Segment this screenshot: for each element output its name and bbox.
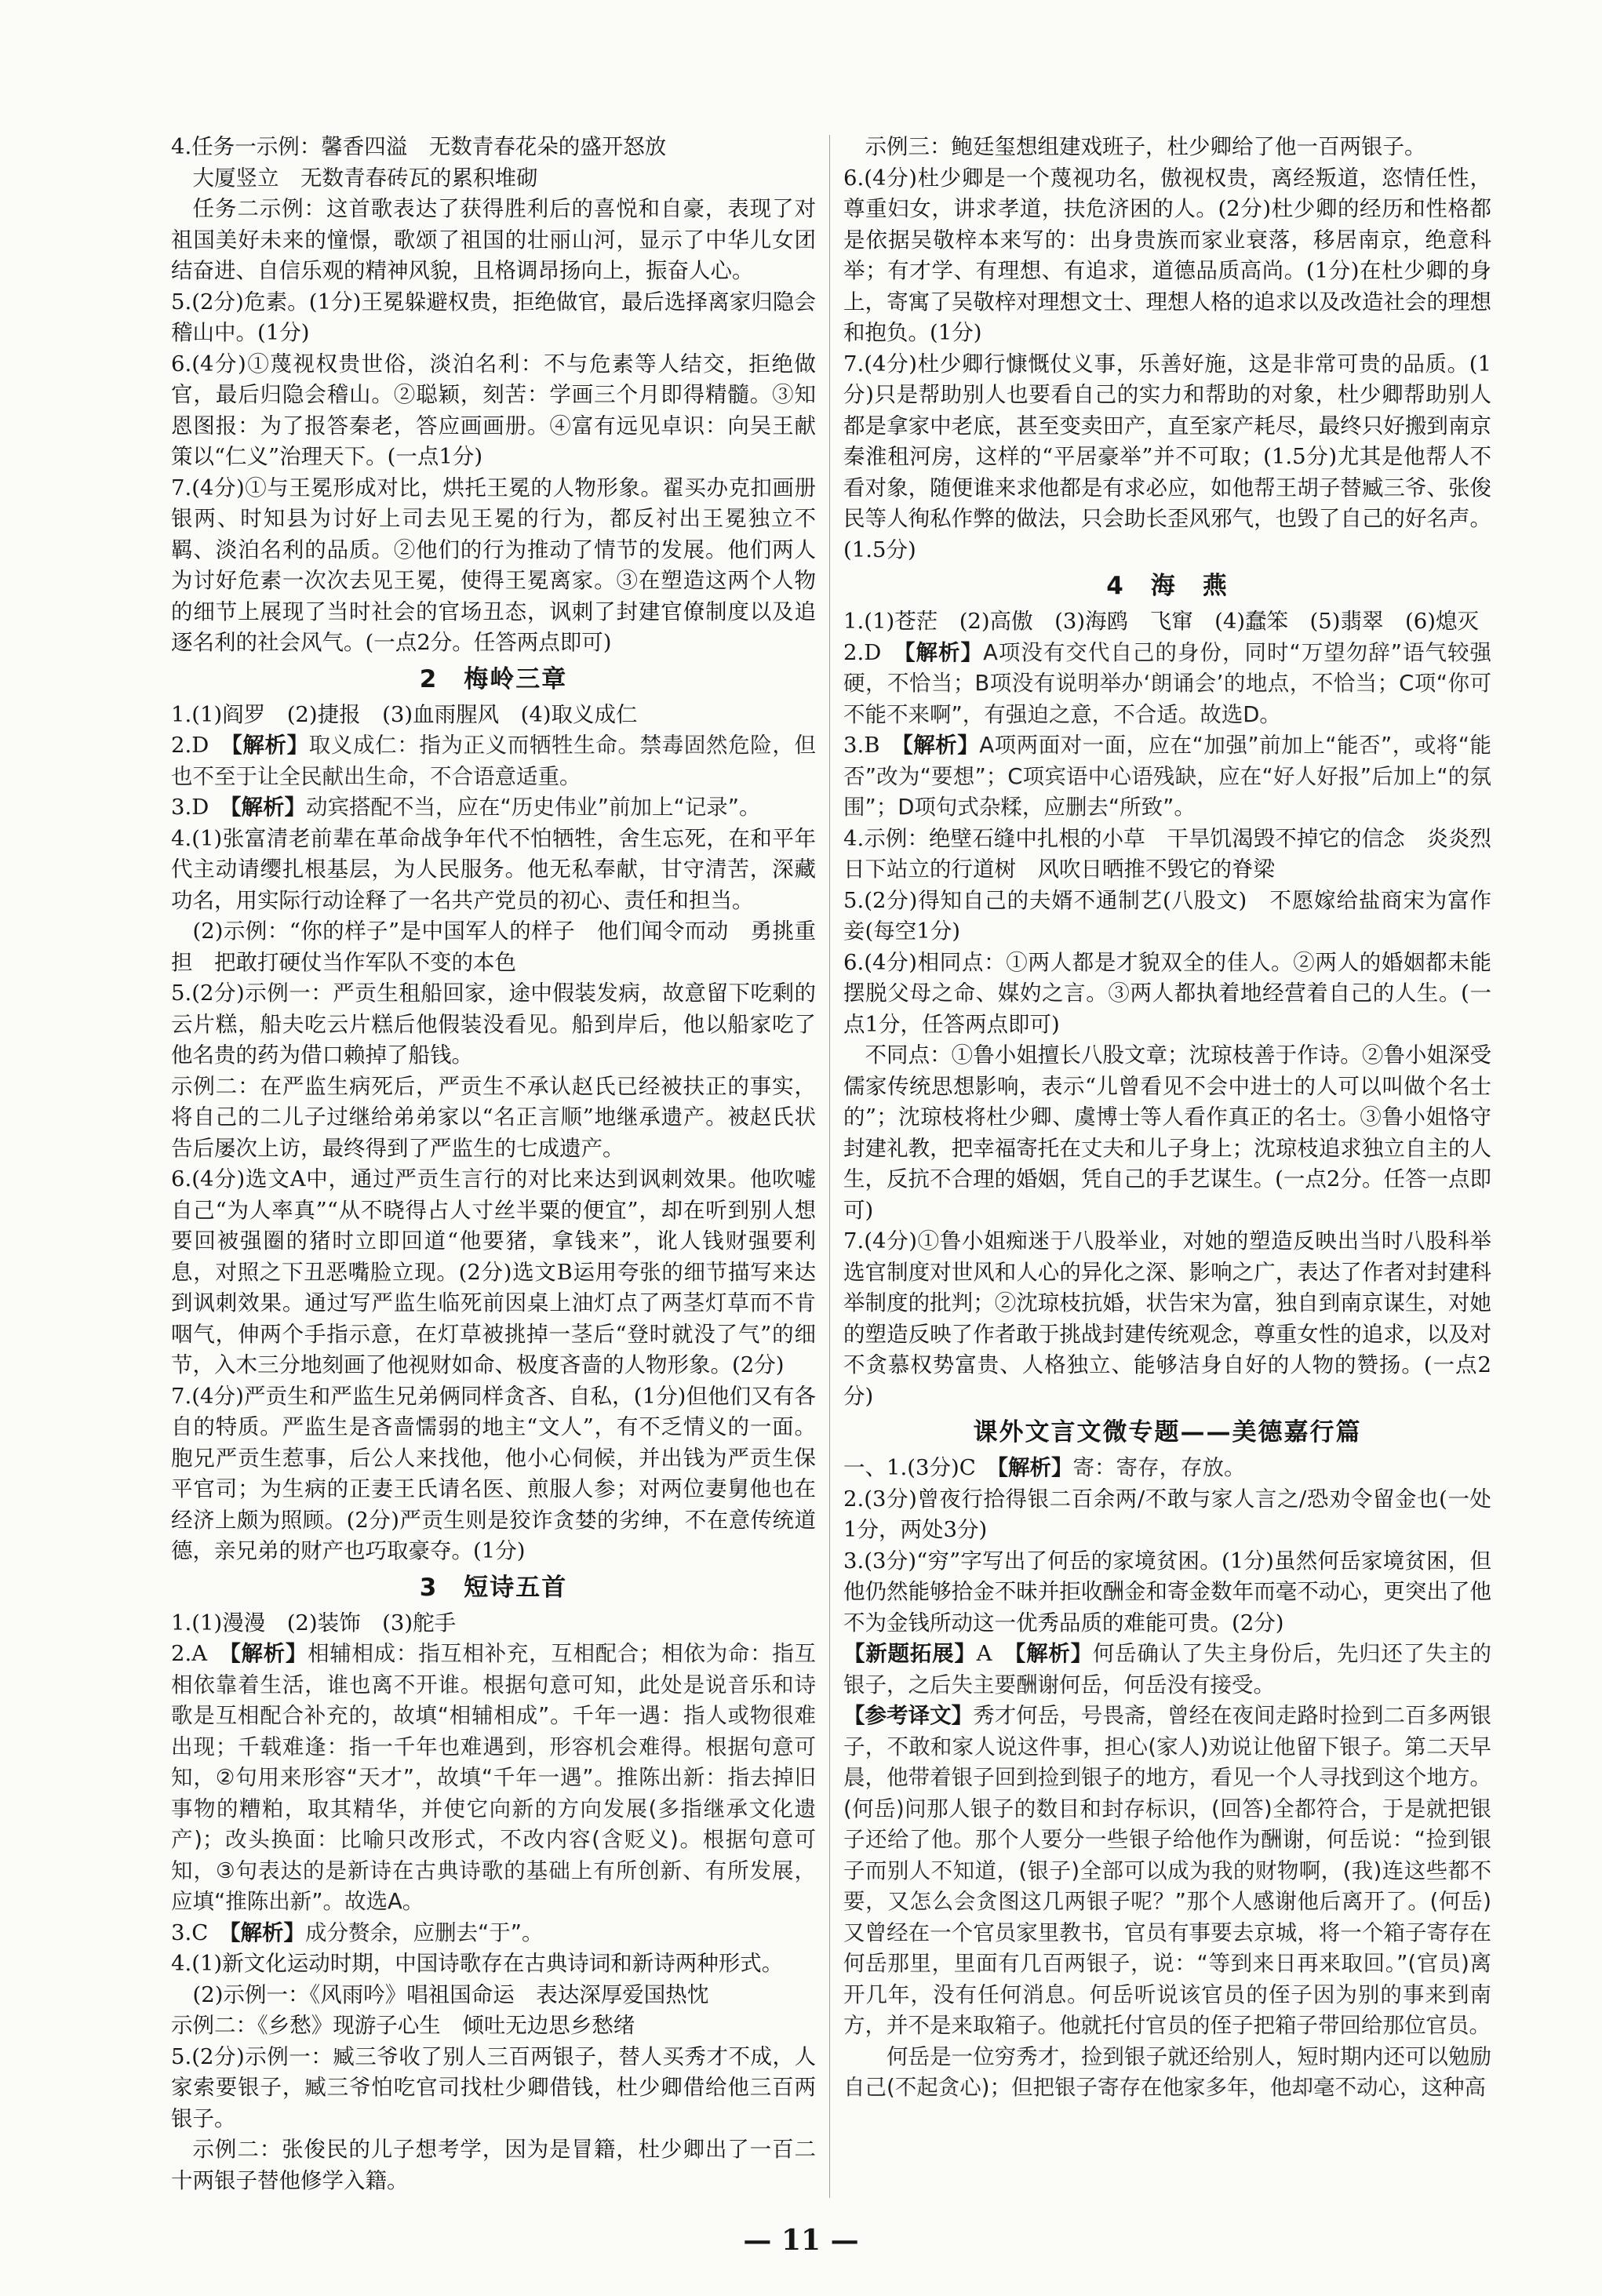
answer-text: 2.A [171,1641,231,1666]
analysis-tag: 【解析】 [231,733,309,758]
analysis-text: 何岳确认了失主身份后，先归还了失主的银子，之后失主要酬谢何岳，何岳没有接受。 [843,1641,1491,1697]
answer-text: 一、1.(3分)C [843,1455,998,1480]
answer-text: 5.(2分)得知自己的夫婿不通制艺(八股文) 不愿嫁给盐商宋为富作妾(每空1分) [843,887,1491,944]
answer-text: 3.C [171,1919,230,1945]
answer-text: 6.(4分)杜少卿是一个蔑视功名，傲视权贵，离经叛道，恣情任性，尊重妇女，讲求孝道，扶危济困的人。(2分)杜少卿的经历和性格都是依据吴敬梓本来写的：出身贵族而家业衰落，移居南京，绝意科举；有才学、有理想、有追求，道德品质高尚。(1分)在杜少卿的身上，寄寓了吴敬梓对理想文士、理想人格的追求以及改造社会的理想和抱负。(1分) [843,165,1491,345]
answer-text: 1.(1)苍茫 (2)高傲 (3)海鸥 飞窜 (4)蠢笨 (5)翡翠 (6)熄灭 [843,609,1479,634]
answer-continuation [171,1072,816,1165]
answer-item [843,948,1491,1041]
answer-text: 不同点：①鲁小姐擅长八股文章；沈琼枝善于作诗。②鲁小姐深受儒家传统思想影响，表示“儿曾看见不会中进士的人可以叫做个名士的”；沈琼枝将杜少卿、虞博士等人看作真正的名士。③鲁小姐恪守封建礼教，把幸福寄托在丈夫和儿子身上；沈琼枝追求独立自主的人生，反抗不合理的婚姻，凭自己的手艺谋生。(一点2分。任答一点即可) [843,1042,1491,1223]
answer-subparagraph [843,132,1491,163]
analysis-text: 成分赘余，应删去“于”。 [305,1919,544,1945]
analysis-text: 秀才何岳，号畏斋，曾经在夜间走路时捡到二百多两银子，不敢和家人说这件事，担心(家人)劝说让他留下银子。第二天早晨，他带着银子回到捡到银子的地方，看见一个人寻找到这个地方。(何岳)问那人银子的数目和封存标识，(回答)全都符合，于是就把银子还给了他。那个人要分一些银子给他作为酬谢，何岳说：“捡到银子而别人不知道，(银子)全部可以成为我的财物啊，(我)连这些都不要，又怎么会贪图这几两银子呢？”那个人感谢他后离开了。(何岳)又曾经在一个官员家里教书，官员有事要去京城，将一个箱子寄存在何岳那里，里面有几百两银子，说：“等到来日再来取回。”(官员)离开几年，没有任何消息。何岳听说该官员的侄子因为别的事来到南方，并不是来取箱子。他就托付官员的侄子把箱子带回给那位官员。 [843,1703,1491,2038]
answer-item [171,1164,816,1381]
answer-item [171,349,816,473]
answer-text: 示例二：《乡愁》现游子心生 倾吐无边思乡愁绪 [171,2013,635,2038]
right-column [843,132,1491,2203]
section-heading: 4 海 燕 [1106,572,1229,600]
answer-text: A [976,1641,1015,1666]
answer-text: 7.(4分)杜少卿行慷慨仗义事，乐善好施，这是非常可贵的品质。(1分)只是帮助别人也要看自己的实力和帮助的对象，杜少卿帮助别人都是拿家中老底，甚至变卖田产，直至家产耗尽，最终只好搬到南京秦淮租河房，这样的“平居豪举”并不可取；(1.5分)尤其是他帮人不看对象，随便谁来求他都是有求必应，如他帮王胡子替臧三爷、张俊民等人徇私作弊的做法，只会助长歪风邪气，也毁了自己的好名声。(1.5分) [843,351,1491,562]
answer-item [843,1226,1491,1412]
answer-text: 1.(1)漫漫 (2)装饰 (3)舵手 [171,1610,457,1636]
answer-text: 3.(3分)“穷”字写出了何岳的家境贫困。(1分)虽然何岳家境贫困，但他仍然能够拾金不昧并拒收酬金和寄金数年而毫不动心，更突出了他不为金钱所动这一优秀品质的难能可贵。(2分) [843,1548,1491,1636]
answer-item [843,886,1491,948]
answer-subparagraph [843,1040,1491,1226]
translation-paragraph [843,2042,1491,2104]
answer-continuation [171,2010,816,2042]
answer-item [843,1639,1491,1701]
analysis-text: 动宾搭配不当，应在“历史伟业”前加上“记录”。 [306,795,761,820]
section-heading: 3 短诗五首 [419,1573,568,1602]
answer-item [843,730,1491,824]
answer-text: (2)示例一：《风雨吟》唱祖国命运 表达深厚爱国热忱 [192,1981,709,2007]
answer-item [171,1918,816,1949]
answer-text: 1.(1)阎罗 (2)捷报 (3)血雨腥风 (4)取义成仁 [171,701,638,727]
analysis-tag: 【新题拓展】 [843,1641,977,1666]
answer-item [843,824,1491,886]
answer-item [843,1453,1491,1484]
answer-item [171,792,816,824]
analysis-tag: 【解析】 [904,639,984,665]
section-heading: 课外文言文微专题——美德嘉行篇 [973,1418,1362,1446]
answer-item [843,1701,1491,2042]
answer-item [843,1484,1491,1546]
answer-subparagraph [171,2134,816,2196]
answer-item [843,163,1491,349]
answer-text: (2)示例：“你的样子”是中国军人的样子 他们闻令而动 勇挑重担 把敢打硬仗当作军队不变的本色 [171,919,816,975]
answer-text: 大厦竖立 无数青春砖瓦的累积堆砌 [192,165,538,191]
answer-item [843,638,1491,731]
answer-item [171,287,816,349]
answer-text: 7.(4分)①与王冕形成对比，烘托王冕的人物形象。翟买办克扣画册银两、时知县为讨好上司去见王冕的行为，都反衬出王冕独立不羁、淡泊名利的品质。②他们的行为推动了情节的发展。他们两人为讨好危素一次次去见王冕，使得王冕离家。③在塑造这两个人物的细节上展现了当时社会的官场丑态，讽刺了封建官僚制度以及追逐名利的社会风气。(一点2分。任答两点即可) [171,475,816,655]
answer-text: 6.(4分)选文A中，通过严贡生言行的对比来达到讽刺效果。他吹嘘自己“为人率真”“从不晓得占人寸丝半粟的便宜”，却在听到别人想要回被强圈的猪时立即回道“他要猪，拿钱来”，讹人钱财强要利息，对照之下丑恶嘴脸立现。(2分)选文B运用夸张的细节描写来达到讽刺效果。通过写严监生临死前因桌上油灯点了两茎灯草而不肯咽气，伸两个手指示意，在灯草被挑掉一茎后“登时就没了气”的细节，入木三分地刻画了他视财如命、极度吝啬的人物形象。(2分) [171,1166,816,1377]
analysis-tag: 【解析】 [1014,1641,1093,1666]
answer-item [171,700,816,731]
answer-item [843,349,1491,566]
answer-text: 3.D [171,795,231,820]
answer-text: 示例二：张俊民的儿子想考学，因为是冒籍，杜少卿出了一百二十两银子替他修学入籍。 [171,2137,816,2193]
answer-text: 2.D [171,733,232,758]
section-heading: 2 梅岭三章 [419,664,568,693]
column-divider [829,135,830,2198]
answer-item [171,1639,816,1918]
analysis-tag: 【解析】 [901,733,980,758]
answer-text: 4.任务一示例：馨香四溢 无数青春花朵的盛开怒放 [171,134,667,159]
answer-item [171,1381,816,1567]
answer-subparagraph [171,194,816,287]
analysis-text: 取义成仁：指为正义而牺牲生命。禁毒固然危险，但也不至于让全民献出生命，不合语意适重。 [171,733,816,789]
answer-item [171,473,816,659]
left-column [171,132,816,2203]
analysis-tag: 【解析】 [997,1455,1073,1480]
analysis-text: 相辅相成：指互相补充，互相配合；相依为命：指互相依靠着生活，谁也离不开谁。根据句意可知，此处是说音乐和诗歌是互相配合补充的，故填“相辅相成”。千年一遇：指人或物很难出现；千载难逢：指一千年也难遇到，形容机会难得。根据句意可知，②句用来形容“天才”，故填“千年一遇”。推陈出新：指去掉旧事物的糟粕，取其精华，并使它向新的方向发展(多指继承文化遗产)；改头换面：比喻只改形式，不改内容(含贬义)。根据句意可知，③句表达的是新诗在古典诗歌的基础上有所创新、有所发展，应填“推陈出新”。故选A。 [171,1641,816,1914]
answer-text: 7.(4分)严贡生和严监生兄弟俩同样贪吝、自私，(1分)但他们又有各自的特质。严监生是吝啬懦弱的地主“文人”，有不乏情义的一面。胞兄严贡生惹事，后公人来找他，他小心伺候，并出钱为严贡生保平官司；为生病的正妻王氏请名医、煎服人参；对两位妻舅他也在经济上颇为照顾。(2分)严贡生则是狡诈贪婪的劣绅，不在意传统道德，亲兄弟的财产也巧取豪夺。(1分) [171,1383,816,1563]
answer-text: 示例二：在严监生病死后，严贡生不承认赵氏已经被扶正的事实，将自己的二儿子过继给弟弟家以“名正言顺”地继承遗产。被赵氏状告后屡次上访，最终得到了严监生的七成遗产。 [171,1073,816,1161]
answer-text: 6.(4分)①蔑视权贵世俗，淡泊名利：不与危素等人结交，拒绝做官，最后归隐会稽山。②聪颖，刻苦：学画三个月即得精髓。③知恩图报：为了报答秦老，答应画画册。④富有远见卓识：向吴王献策以“仁义”治理天下。(一点1分) [171,351,816,469]
answer-item [171,730,816,792]
answer-item [171,1949,816,1980]
answer-text: 3.B [843,733,902,758]
answer-item [171,978,816,1072]
page-number: — 11 — [743,2224,859,2257]
analysis-text: 寄：寄存，存放。 [1072,1455,1246,1480]
answer-text: 示例三：鲍廷玺想组建戏班子，杜少卿给了他一百两银子。 [865,134,1426,159]
answer-item [171,824,816,917]
answer-text: 2.D [843,639,905,665]
answer-subparagraph [171,163,816,195]
analysis-text: A项两面对一面，应在“加强”前加上“能否”，或将“能否”改为“要想”；C项宾语中心语残缺，应在“好人好报”后加上“的氛围”；D项句式杂糅，应删去“所致”。 [843,733,1491,820]
answer-text: 4.(1)张富清老前辈在革命战争年代不怕牺牲，舍生忘死，在和平年代主动请缨扎根基层，为人民服务。他无私奉献，甘守清苦，深藏功名，用实际行动诠释了一名共产党员的初心、责任和担当。 [171,825,816,913]
answer-text: 4.(1)新文化运动时期，中国诗歌存在古典诗词和新诗两种形式。 [171,1951,784,1976]
answer-text: 7.(4分)①鲁小姐痴迷于八股举业，对她的塑造反映出当时八股科举选官制度对世风和人心的异化之深、影响之广，表达了作者对封建科举制度的批判；②沈琼枝抗婚，状告宋为富，独自到南京谋生，对她的塑造反映了作者敢于挑战封建传统观念，尊重女性的追求，以及对不贪慕权势富贵、人格独立、能够洁身自好的人物的赞扬。(一点2分) [843,1228,1491,1409]
answer-text: 5.(2分)示例一：臧三爷收了别人三百两银子，替人买秀才不成，人家索要银子，臧三爷怕吃官司找杜少卿借钱，杜少卿借给他三百两银子。 [171,2043,816,2131]
answer-text: 5.(2分)示例一：严贡生租船回家，途中假装发病，故意留下吃剩的云片糕，船夫吃云片糕后他假装没看见。船到岸后，他以船家吃了他名贵的药为借口赖掉了船钱。 [171,981,816,1068]
answer-text: 4.示例：绝壁石缝中扎根的小草 干旱饥渴毁不掉它的信念 炎炎烈日下站立的行道树 风吹日晒推不毁它的脊梁 [843,825,1491,882]
answer-item [171,132,816,163]
analysis-tag: 【参考译文】 [843,1703,974,1728]
analysis-text: 何岳是一位穷秀才，捡到银子就还给别人，短时期内还可以勉励自己(不起贪心)；但把银子寄存在他家多年，他却毫不动心，这种高 [843,2043,1491,2100]
analysis-text: A项没有交代自己的身份，同时“万望勿辞”语气较强硬，不恰当；B项没有说明举办‘朗诵会’的地点，不恰当；C项“你可不能不来啊”，有强迫之意，不合适。故选D。 [843,639,1491,727]
answer-text: 5.(2分)危素。(1分)王冕躲避权贵，拒绝做官，最后选择离家归隐会稽山中。(1分) [171,289,816,345]
answer-item [843,1546,1491,1639]
answer-item [843,606,1491,638]
answer-subparagraph [171,916,816,978]
answer-item [171,2042,816,2135]
answer-text: 2.(3分)曾夜行拾得银二百余两/不敢与家人言之/恐劝令留金也(一处1分，两处3分) [843,1486,1491,1542]
answer-text: 6.(4分)相同点：①两人都是才貌双全的佳人。②两人的婚姻都未能摆脱父母之命、媒妁之言。③两人都执着地经营着自己的人生。(一点1分，任答两点即可) [843,949,1491,1037]
answer-text: 任务二示例：这首歌表达了获得胜利后的喜悦和自豪，表现了对祖国美好未来的憧憬，歌颂了祖国的壮丽山河，显示了中华儿女团结奋进、自信乐观的精神风貌，且格调昂扬向上，振奋人心。 [171,196,816,283]
answer-subparagraph [171,1980,816,2011]
answer-item [171,1608,816,1639]
analysis-tag: 【解析】 [230,1641,308,1666]
analysis-tag: 【解析】 [230,795,307,820]
analysis-tag: 【解析】 [229,1919,306,1945]
